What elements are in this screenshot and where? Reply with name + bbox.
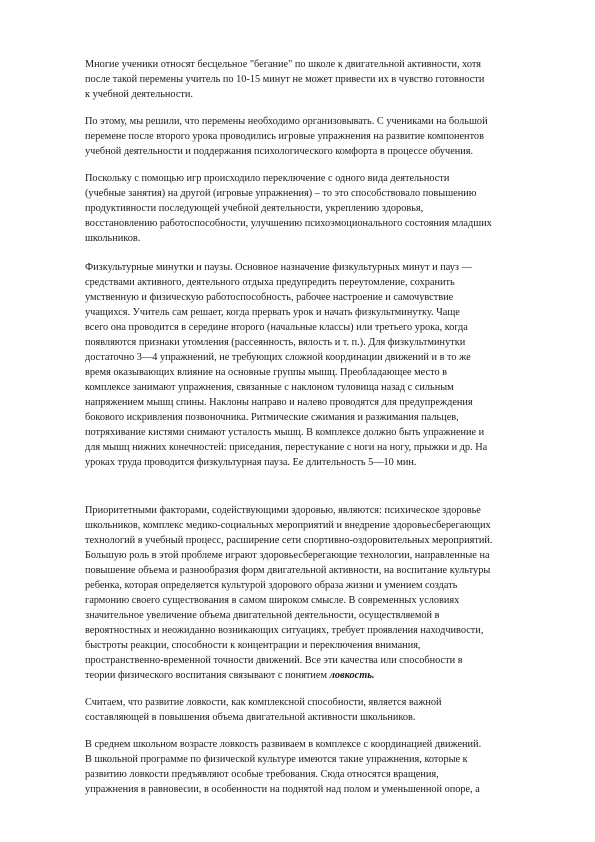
paragraph-health-factors <box>85 503 540 683</box>
paragraph-physical-minutes: Физкультурные минутки и паузы. Основное назначение физкультурных минут и пауз — средствами активного, деятельного отдыха предупредить переутомление, сохранить умственную и физическую работоспособность, рабочее настроение и самочувствие учащихся. Учитель сам решает, когда прервать урок и начать физкультминутку. Чаще всего она проводится в середине второго (начальные классы) или третьего урока, когда появляются признаки утомления (рассеянность, вялость и т. п.). Для физкультминутки достаточно 3—4 упражнений, не требующих сложной координации движений и в то же время оказывающих влияние на основные группы мышц. Преобладающее место в комплексе занимают упражнения, связанные с наклоном туловища назад с сильным напряжением мышц спины. Наклоны направо и налево проводятся для предупреждения бокового искривления позвоночника. Ритмические сжимания и разжимания пальцев, потряхивание кистями снимают усталость мышц. В комплексе должно быть упражнение и для мышц нижних конечностей: приседания, перестукание с ноги на ногу, прыжки и др. На уроках труда проводится физкультурная пауза. Ее длительность 5—10 мин. <box>85 262 488 468</box>
paragraph-organized-breaks: По этому, мы решили, что перемены необходимо организовывать. С учениками на большой перемене после второго урока проводились игровые упражнения на развитие компонентов учебной деятельности и поддержания психологического комфорта в процессе обучения. <box>85 116 488 157</box>
agility-term: ловкость. <box>329 670 375 681</box>
paragraph-health-factors-text: Приоритетными факторами, содействующими здоровью, являются: психическое здоровье школьников, комплекс медико-социальных мероприятий и внедрение здоровьесберегающих технологий в учебный процесс, расширение сети спортивно-оздоровительных мероприятий. Большую роль в этой проблеме играют здоровьесберегающие технологии, направленные на повышение объема и разнообразия форм двигательной активности, на воспитание культуры ребенка, которая определяется культурой здорового образа жизни и умением создать гармонию своего существования в самом широком смысле. В современных условиях значительное увеличение объема двигательной деятельности, осуществляемой в вероятностных и неожиданно возникающих ситуациях, требует проявления находчивости, быстроты реакции, способности к концентрации и переключения внимания, пространственно-временной точности движений. Все эти качества или способности в теории физического воспитания связывают с понятием <box>85 505 493 681</box>
paragraph-middle-school: В среднем школьном возрасте ловкость развиваем в комплексе с координацией движений. В школьной программе по физической культуре имеются такие упражнения, которые к развитию ловкости предъявляют особые требования. Сюда относятся вращения, упражнения в равновесии, в особенности на поднятой над полом и уменьшенной опоре, а <box>85 739 482 795</box>
paragraph-agility-development: Считаем, что развитие ловкости, как комплексной способности, является важной составляющей в повышения объема двигательной активности школьников. <box>85 697 442 723</box>
paragraph-recess-running: Многие ученики относят бесцельное "бегание" по школе к двигательной активности, хотя после такой перемены учитель по 10-15 минут не может привести их в чувство готовности к учебной деятельности. <box>85 59 485 100</box>
paragraph-activity-switching: Поскольку с помощью игр происходило переключение с одного вида деятельности (учебные занятия) на другой (игровые упражнения) – то это способствовало повышению продуктивности последующей учебной деятельности, укреплению здоровья, восстановлению работоспособности, улучшению психоэмоционального состояния младших школьников. <box>85 173 492 244</box>
document-body <box>85 57 540 797</box>
